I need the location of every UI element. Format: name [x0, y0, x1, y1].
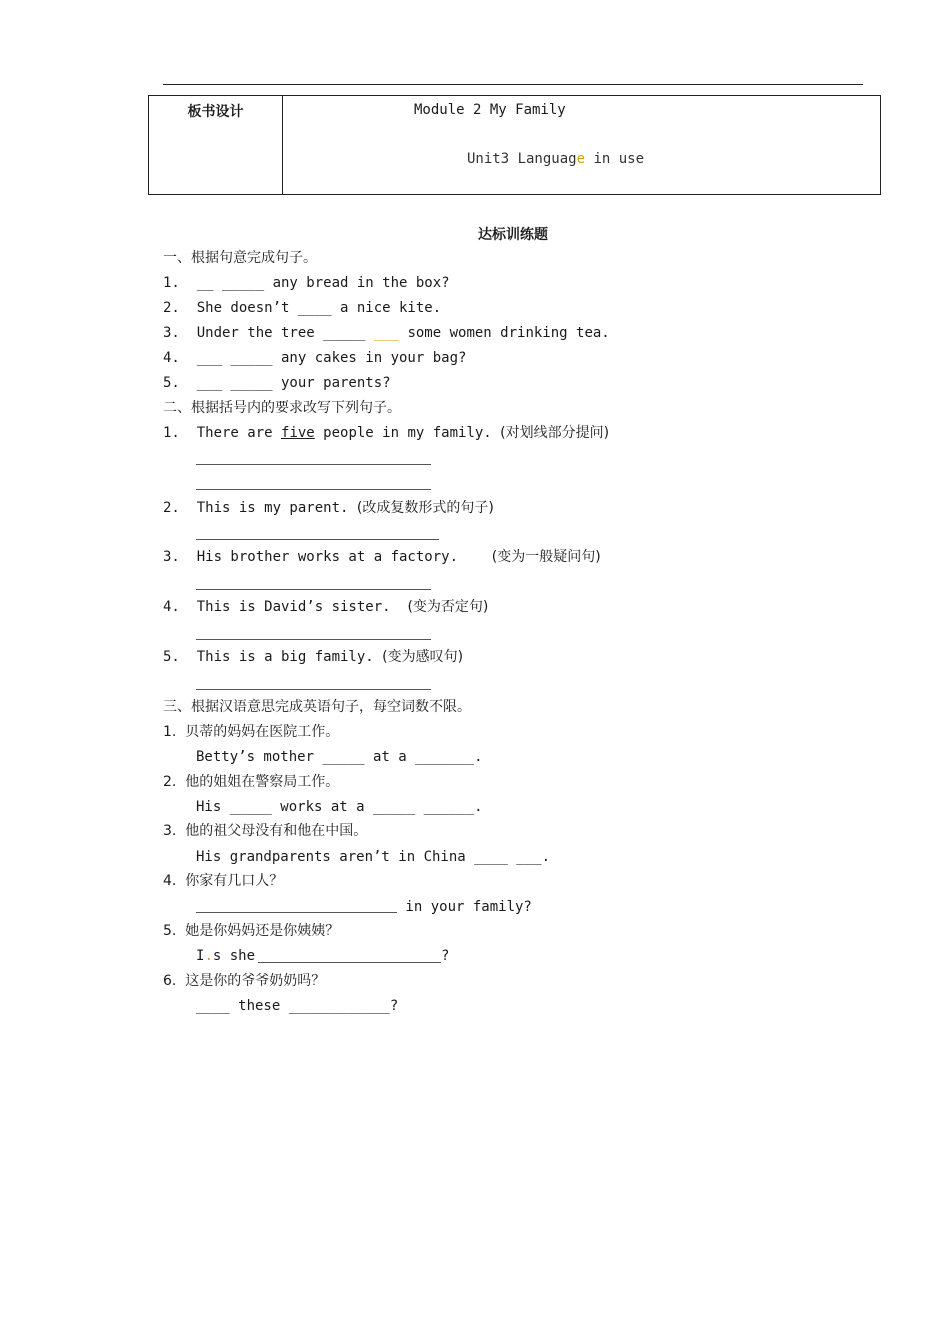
sec1-item-1: 1. __ _____ any bread in the box? [163, 275, 450, 291]
sec1-item-5: 5. ___ _____ your parents? [163, 375, 391, 391]
sec1-item-4: 4. ___ _____ any cakes in your bag? [163, 350, 467, 366]
sec2-item-3-instruction: (变为一般疑问句) [491, 549, 601, 565]
answer-line[interactable] [196, 589, 431, 590]
board-label: 板书设计 [187, 104, 244, 120]
sec3-q5-pre: I [196, 948, 205, 964]
sec2-item-1-pre: 1. There are [163, 425, 282, 441]
sec2-item-5-instruction: (变为感叹句) [382, 649, 464, 665]
table-divider [282, 96, 283, 194]
sec3-q3-chinese: 3. 他的祖父母没有和他在中国。 [163, 823, 368, 839]
sec2-item-1-underlined: five [281, 425, 315, 441]
sec2-item-2-instruction: (改成复数形式的句子) [356, 500, 494, 516]
sec2-item-2-text: 2. This is my parent. [163, 500, 357, 516]
sec1-item-3 [163, 324, 610, 342]
board-design-table [148, 95, 881, 195]
sec3-q5-dot: . [204, 948, 213, 964]
sec2-item-1-instruction: (对划线部分提问) [500, 425, 610, 441]
sec3-q6-chinese: 6. 这是你的爷爷奶奶吗？ [163, 973, 326, 989]
module-title: Module 2 My Family [414, 102, 566, 118]
sec3-q5-english [196, 947, 263, 965]
unit-text-pre: Unit3 Languag [467, 151, 577, 167]
answer-line[interactable] [196, 639, 431, 640]
sec3-q5-end: ? [441, 948, 450, 964]
page-title: 达标训练题 [478, 227, 548, 243]
sec1-heading: 一、根据句意完成句子。 [163, 250, 317, 266]
sec3-q3-english: His grandparents aren’t in China ____ ___. [196, 849, 551, 865]
sec2-item-3-text: 3. His brother works at a factory. [163, 549, 492, 565]
unit-text-post: in use [585, 151, 645, 167]
sec2-item-1-post: people in my family. [314, 425, 501, 441]
sec3-q1-english: Betty’s mother _____ at a _______. [196, 749, 483, 765]
sec3-q2-english: His _____ works at a _____ ______. [196, 799, 483, 815]
sec2-item-4-instruction: (变为否定句) [407, 599, 489, 615]
answer-line[interactable] [196, 912, 397, 913]
sec2-item-4-text: 4. This is David’s sister. [163, 599, 408, 615]
sec3-q5-post: s she [212, 948, 264, 964]
sec3-q2-chinese: 2. 他的姐姐在警察局工作。 [163, 774, 340, 790]
sec3-q4-chinese: 4. 你家有几口人？ [163, 873, 284, 889]
sec1-item-3-pre: 3. Under the tree _____ [163, 325, 374, 341]
sec3-q6-english: ____ these ____________? [196, 998, 399, 1014]
answer-line[interactable] [258, 962, 441, 963]
sec2-item-2 [163, 499, 494, 517]
sec2-item-1 [163, 424, 609, 442]
answer-line[interactable] [196, 539, 439, 540]
sec3-q5-chinese: 5. 她是你妈妈还是你姨姨？ [163, 923, 340, 939]
sec3-q1-chinese: 1. 贝蒂的妈妈在医院工作。 [163, 724, 340, 740]
sec2-item-4 [163, 598, 488, 616]
sec2-item-3 [163, 548, 601, 566]
sec1-item-3-mid: ___ [373, 325, 400, 341]
sec2-item-5 [163, 648, 463, 666]
answer-line[interactable] [196, 464, 431, 465]
unit-title [467, 151, 644, 167]
sec3-q4-english: in your family? [397, 899, 532, 915]
unit-letter-e: e [576, 151, 586, 167]
sec2-item-5-text: 5. This is a big family. [163, 649, 383, 665]
sec1-item-2: 2. She doesn’t ____ a nice kite. [163, 300, 442, 316]
top-rule [163, 84, 863, 85]
sec2-heading: 二、根据括号内的要求改写下列句子。 [163, 400, 401, 416]
answer-line[interactable] [196, 489, 431, 490]
sec3-heading: 三、根据汉语意思完成英语句子，每空词数不限。 [163, 699, 471, 715]
answer-line[interactable] [196, 689, 431, 690]
sec1-item-3-post: some women drinking tea. [399, 325, 610, 341]
